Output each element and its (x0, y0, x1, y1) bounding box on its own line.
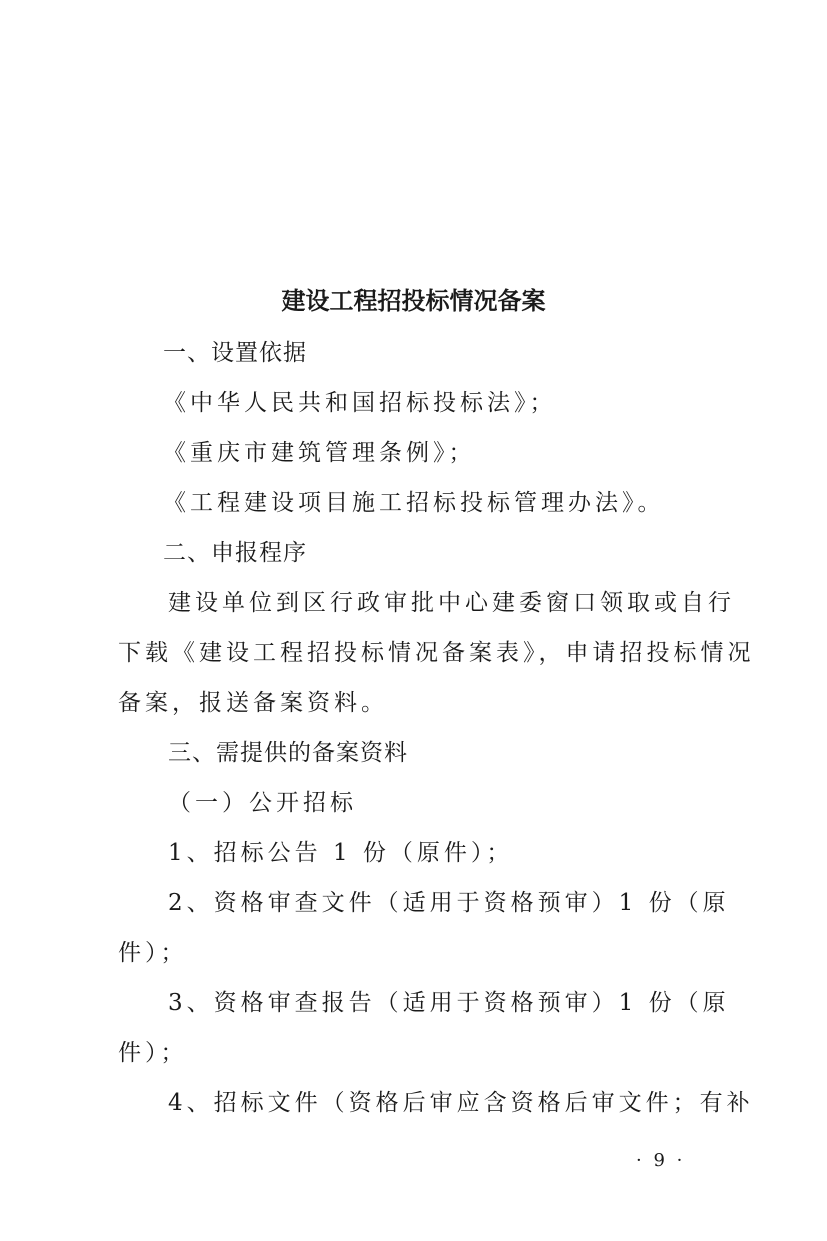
material-item-3-cont: 件）； (118, 1040, 188, 1066)
material-item-1: 1、招标公告 1 份（原件）； (168, 840, 514, 866)
document-title: 建设工程招投标情况备案 (281, 286, 546, 315)
procedure-line-2: 下载《建设工程招投标情况备案表》，申请招投标情况 (118, 640, 755, 666)
subsection-open-tender: （一）公开招标 (168, 790, 357, 816)
law-item-3: 《工程建设项目施工招标投标管理办法》。 (163, 490, 665, 516)
law-item-1: 《中华人民共和国招标投标法》； (163, 390, 557, 416)
section-heading-basis: 一、设置依据 (163, 340, 307, 366)
material-item-3: 3、资格审查报告（适用于资格预审）1 份（原 (168, 990, 730, 1016)
page-number: · 9 · (636, 1150, 686, 1171)
material-item-2-cont: 件）； (118, 940, 188, 966)
material-item-4: 4、招标文件（资格后审应含资格后审文件；有补 (168, 1090, 754, 1116)
procedure-line-1: 建设单位到区行政审批中心建委窗口领取或自行 (168, 590, 735, 616)
section-heading-procedure: 二、申报程序 (163, 540, 307, 566)
procedure-line-3: 备案，报送备案资料。 (118, 690, 388, 716)
section-heading-materials: 三、需提供的备案资料 (168, 740, 408, 766)
material-item-2: 2、资格审查文件（适用于资格预审）1 份（原 (168, 890, 730, 916)
law-item-2: 《重庆市建筑管理条例》； (163, 440, 476, 466)
